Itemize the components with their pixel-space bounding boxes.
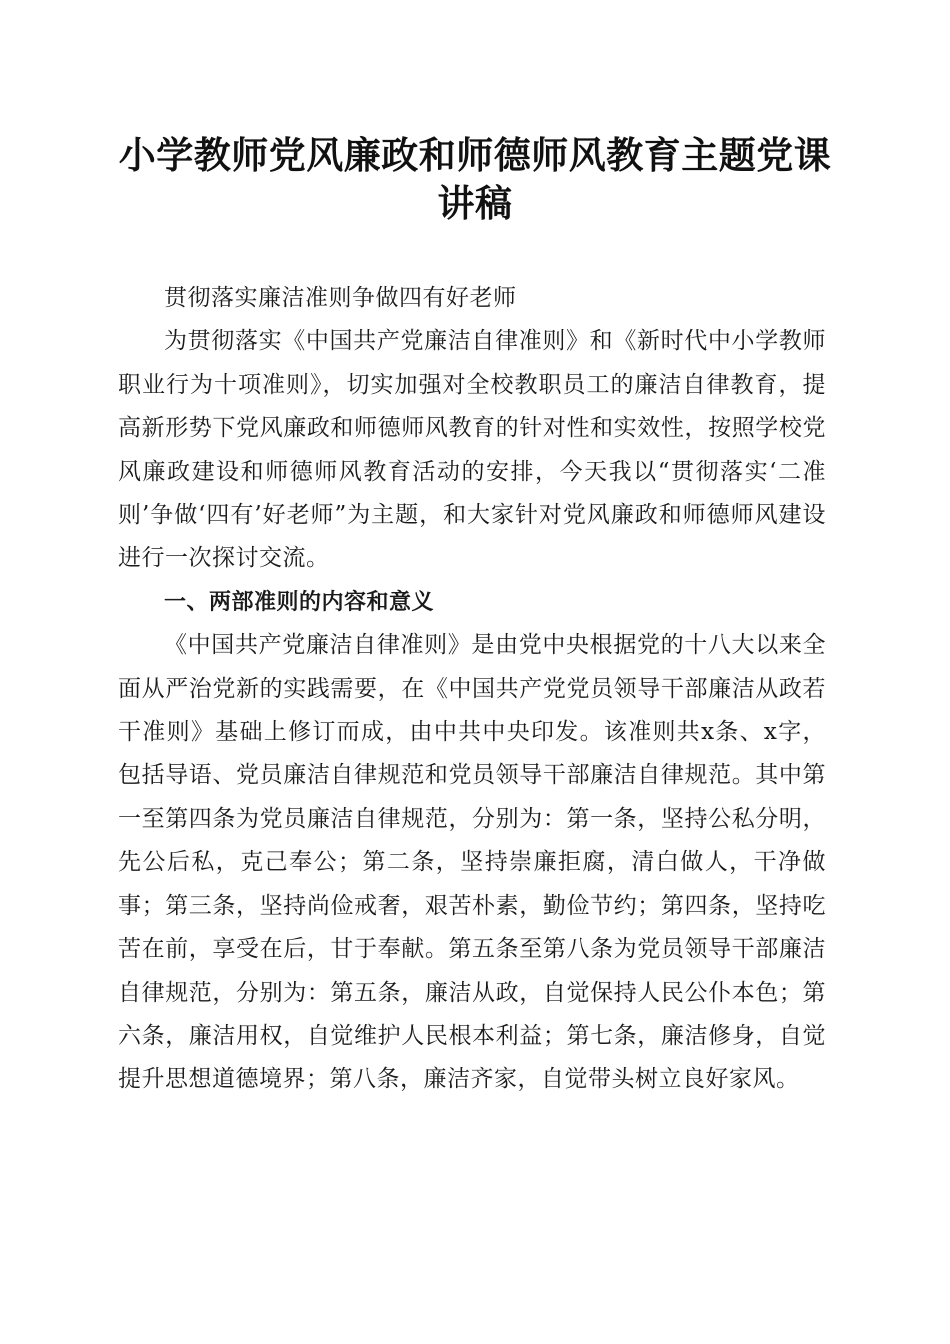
intro-paragraph: 为贯彻落实《中国共产党廉洁自律准则》和《新时代中小学教师职业行为十项准则》，切实加强对全校教职员工的廉洁自律教育，提高新形势下党风廉政和师德师风教育的针对性和实效性，按照学校党风廉政建设和师德师风教育活动的安排，今天我以“贯彻落实‘二准则’争做‘四有’好老师”为主题，和大家针对党风廉政和师德师风建设进行一次探讨交流。 (118, 328, 826, 572)
section-heading-1: 一、两部准则的内容和意义 (164, 589, 435, 615)
document-title: 小学教师党风廉政和师德师风教育主题党课讲稿 (118, 134, 832, 225)
subtitle-line: 贯彻落实廉洁准则争做四有好老师 (164, 285, 517, 311)
document-body (118, 277, 826, 1102)
section-1-paragraph: 《中国共产党廉洁自律准则》是由党中央根据党的十八大以来全面从严治党新的实践需要，在《中国共产党党员领导干部廉洁从政若干准则》基础上修订而成，由中共中央印发。该准则共x条、x字，包括导语、党员廉洁自律规范和党员领导干部廉洁自律规范。其中第一至第四条为党员廉洁自律规范，分别为：第一条，坚持公私分明，先公后私，克己奉公；第二条，坚持崇廉拒腐，清白做人，干净做事；第三条，坚持尚俭戒奢，艰苦朴素，勤俭节约；第四条，坚持吃苦在前，享受在后，甘于奉献。第五条至第八条为党员领导干部廉洁自律规范，分别为：第五条，廉洁从政，自觉保持人民公仆本色；第六条，廉洁用权，自觉维护人民根本利益；第七条，廉洁修身，自觉提升思想道德境界；第八条，廉洁齐家，自觉带头树立良好家风。 (118, 632, 826, 1093)
